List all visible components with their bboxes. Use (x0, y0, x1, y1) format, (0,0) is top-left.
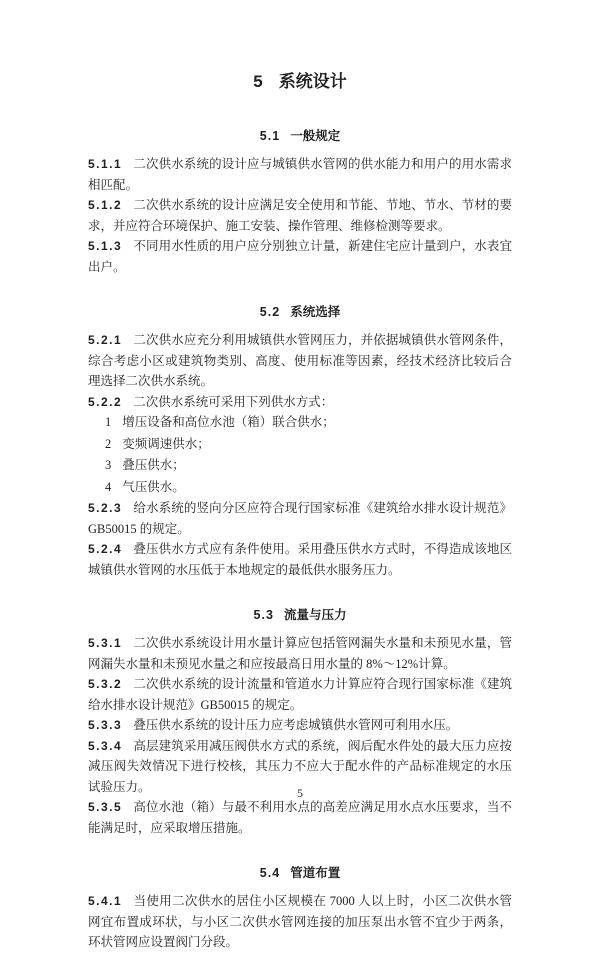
section-5-1 (88, 128, 512, 277)
supply-mode-list (88, 412, 512, 498)
clause-5-3-3 (88, 715, 512, 736)
chapter-number: 5 (253, 72, 263, 91)
section-title-text: 流量与压力 (283, 608, 347, 622)
clause-text: 二次供水系统的设计流量和管道水力计算应符合现行国家标准《建筑给水排水设计规范》GB50015 的规定。 (88, 677, 512, 712)
clause-number: 5.3.4 (88, 738, 123, 753)
clause-5-2-3 (88, 498, 512, 539)
clause-text: 不同用水性质的用户应分别独立计量，新建住宅应计量到户，水表宜出户。 (88, 239, 512, 274)
list-item-4 (105, 477, 512, 499)
list-item-number: 2 (105, 436, 112, 451)
clause-number: 5.1.3 (88, 239, 123, 253)
clause-number: 5.2.2 (88, 394, 123, 409)
clause-text: 叠压供水方式应有条件使用。采用叠压供水方式时，不得造成该地区城镇供水管网的水压低于本地规定的最低供水服务压力。 (88, 542, 512, 577)
list-item-text: 增压设备和高位水池（箱）联合供水； (122, 415, 335, 429)
section-5-2 (88, 304, 512, 580)
section-title-text: 一般规定 (290, 129, 341, 143)
clause-5-2-2 (88, 392, 512, 413)
clause-5-2-1 (88, 330, 512, 392)
clause-number: 5.3.1 (88, 636, 123, 650)
chapter-title (88, 70, 512, 94)
clause-5-3-1 (88, 633, 512, 674)
clause-text: 高位水池（箱）与最不利用水点的高差应满足用水点水压要求，当不能满足时，应采取增压措施。 (88, 800, 512, 835)
clause-text: 叠压供水系统的设计压力应考虑城镇供水管网可利用水压。 (133, 718, 459, 732)
list-item-3 (105, 455, 512, 477)
clause-number: 5.2.3 (88, 501, 123, 515)
section-5-3 (88, 607, 512, 838)
clause-5-2-4 (88, 539, 512, 580)
list-item-number: 3 (105, 458, 112, 472)
section-number: 5.3 (253, 608, 274, 622)
list-item-number: 1 (105, 415, 112, 429)
section-heading (88, 607, 512, 623)
clause-number: 5.1.2 (88, 198, 123, 212)
list-item-text: 变频调速供水； (122, 436, 210, 451)
clause-number: 5.3.3 (88, 718, 123, 732)
section-heading (88, 128, 512, 144)
clause-number: 5.2.1 (88, 333, 123, 347)
page-number: 5 (297, 786, 303, 800)
clause-number: 5.1.1 (88, 157, 123, 171)
list-item-text: 叠压供水； (122, 458, 185, 472)
clause-text: 二次供水系统可采用下列供水方式： (133, 394, 334, 409)
chapter-title-text: 系统设计 (278, 72, 347, 91)
section-number: 5.2 (259, 305, 281, 319)
clause-text: 二次供水系统的设计应满足安全使用和节能、节地、节水、节材的要求，并应符合环境保护、施工安装、操作管理、维修检测等要求。 (88, 198, 512, 233)
clause-5-4-1 (88, 891, 512, 953)
section-number: 5.4 (259, 866, 281, 880)
clause-number: 5.2.4 (88, 542, 123, 556)
clause-text: 高层建筑采用减压阀供水方式的系统，阀后配水件处的最大压力应按减压阀失效情况下进行校核，其压力不应大于配水件的产品标准规定的水压试验压力。 (88, 738, 512, 794)
clause-5-1-2 (88, 195, 512, 236)
clause-number: 5.3.5 (88, 800, 123, 814)
clause-text: 二次供水应充分利用城镇供水管网压力，并依据城镇供水管网条件，综合考虑小区或建筑物类别、高度、使用标准等因素，经技术经济比较后合理选择二次供水系统。 (88, 333, 512, 388)
section-title-text: 系统选择 (290, 305, 341, 319)
clause-text: 二次供水系统的设计应与城镇供水管网的供水能力和用户的用水需求相匹配。 (88, 157, 512, 192)
section-heading (88, 865, 512, 881)
clause-number: 5.4.1 (88, 894, 123, 908)
list-item-2 (105, 434, 512, 456)
clause-text: 当使用二次供水的居住小区规模在 7000 人以上时，小区二次供水管网宜布置成环状，与小区二次供水管网连接的加压泵出水管不宜少于两条，环状管网应设置阀门分段。 (88, 894, 512, 949)
clause-text: 二次供水系统设计用水量计算应包括管网漏失水量和未预见水量，管网漏失水量和未预见水量之和应按最高日用水量的 8%～12%计算。 (88, 636, 512, 671)
section-heading (88, 304, 512, 320)
clause-5-1-1 (88, 154, 512, 195)
section-number: 5.1 (259, 129, 281, 143)
section-5-4 (88, 865, 512, 953)
clause-5-3-2 (88, 674, 512, 715)
list-item-text: 气压供水。 (122, 479, 185, 494)
clause-5-3-5 (88, 797, 512, 838)
clause-5-1-3 (88, 236, 512, 277)
clause-number: 5.3.2 (88, 677, 123, 691)
list-item-number: 4 (105, 479, 112, 494)
list-item-1 (105, 412, 512, 434)
clause-text: 给水系统的竖向分区应符合现行国家标准《建筑给水排水设计规范》GB50015 的规定。 (88, 501, 512, 536)
section-title-text: 管道布置 (290, 866, 341, 880)
